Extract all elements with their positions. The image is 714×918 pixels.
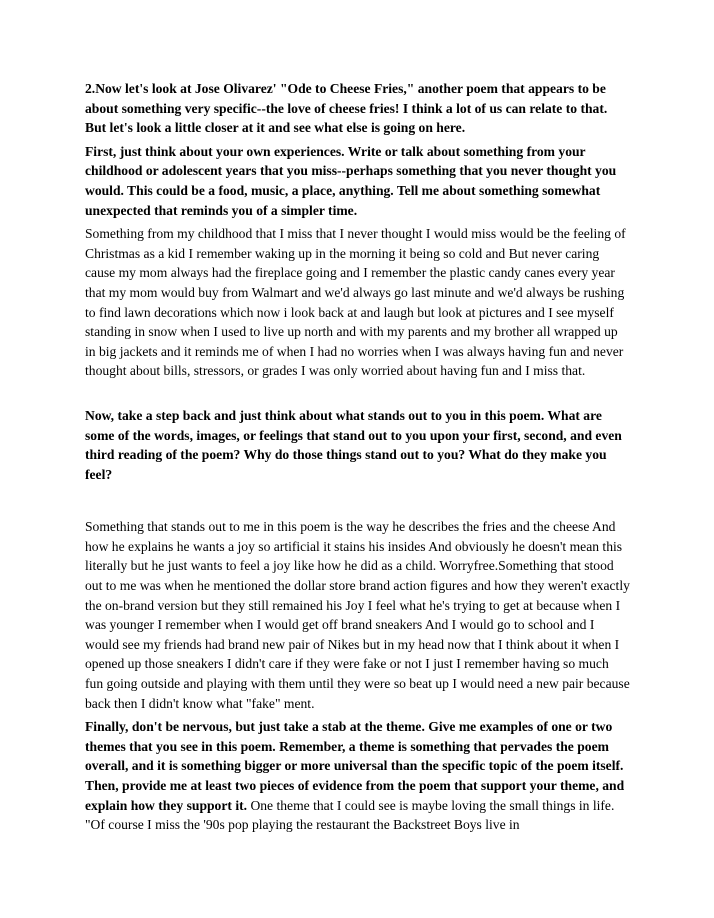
answer-childhood-memory: Something from my childhood that I miss that I never thought I would miss would be the feeling of Christmas as a kid I remember waking up in the morning it being so cold and But never caring cause my mom always had the fireplace going and I remember the plastic candy canes every year that my mom would buy from Walmart and we'd always go last minute and we'd always be rushing to find lawn decorations which now i look back at and laugh but look at pictures and I see myself standing in snow when I used to live up north and with my parents and my brother all wrapped up in big jackets and it reminds me of when I had no worries when I was always having fun and never thought about bills, stressors, or grades I was only worried about having fun and I miss that. [85,226,626,379]
spacer [85,381,630,406]
question-2-intro: 2.Now let's look at Jose Olivarez' "Ode to Cheese Fries," another poem that appears to be about something very specific--the love of cheese fries! I think a lot of us can relate to that. But let's look a little closer at it and see what else is going on here. [85,81,608,136]
answer-theme: One theme that I could see is maybe loving the small things in life. "Of course I miss the '90s pop playing the restaurant the Backstreet Boys live in [85,797,615,833]
spacer [85,484,630,517]
document-body [85,79,630,835]
prompt-childhood-memory: First, just think about your own experiences. Write or talk about something from your childhood or adolescent years that you miss--perhaps something that you never thought you would. This could be a food, music, a place, anything. Tell me about something somewhat unexpected that reminds you of a simpler time. [85,143,617,218]
answer-stands-out: Something that stands out to me in this poem is the way he describes the fries and the cheese And how he explains he wants a joy so artificial it stains his insides And obviously he doesn't mean this literally but he just wants to feel a joy like how he did as a child. Worryfree.Something that stood out to me was when he mentioned the dollar store brand action figures and how they weren't exactly the on-brand version but they still remained his Joy I feel what he's trying to get at because when I was younger I remember when I would get off brand sneakers And I would go to school and I would see my friends had brand new pair of Nikes but in my head now that I think about it when I opened up those sneakers I didn't care if they were fake or not I just I remember having so much fun going outside and playing with them until they were so beat up I would need a new pair because back then I didn't know what "fake" ment. [85,519,630,711]
prompt-stands-out: Now, take a step back and just think about what stands out to you in this poem. What are some of the words, images, or feelings that stand out to you upon your first, second, and even third reading of the poem? Why do those things stand out to you? What do they make you feel? [85,407,622,482]
prompt-theme: Finally, don't be nervous, but just take a stab at the theme. Give me examples of one or two themes that you see in this poem. Remember, a theme is something that pervades the poem overall, and it is something bigger or more universal than the specific topic of the poem itself. Then, provide me at least two pieces of evidence from the poem that support your theme, and explain how they support it. [85,719,625,813]
theme-paragraph [85,717,630,835]
